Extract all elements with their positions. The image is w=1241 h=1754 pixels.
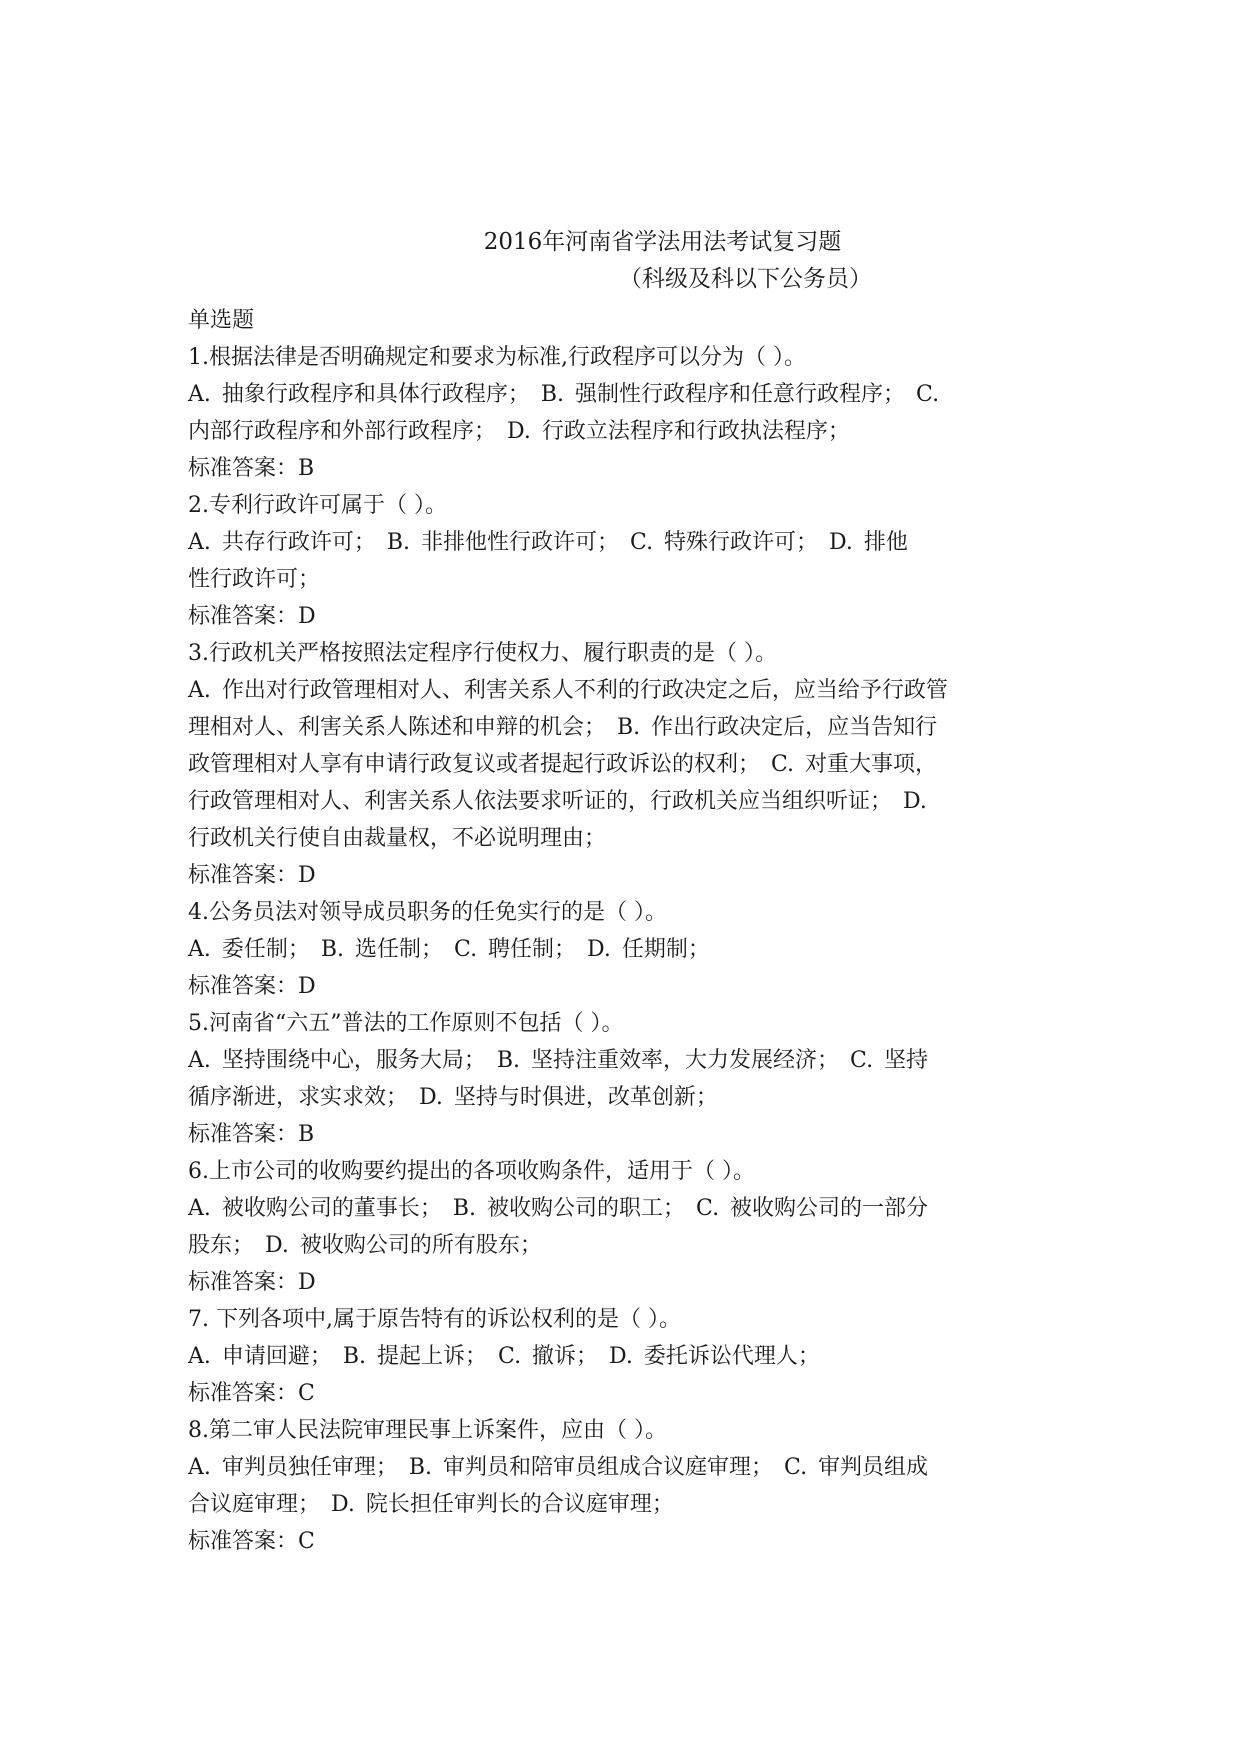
document-title: 2016年河南省学法用法考试复习题: [483, 229, 842, 255]
question-3-options-cont-2: 政管理相对人享有申请行政复议或者提起行政诉讼的权利； C. 对重大事项，: [188, 752, 938, 777]
question-3-options-cont-1: 理相对人、利害关系人陈述和申辩的机会； B. 作出行政决定后，应当告知行: [188, 715, 938, 740]
question-4-answer: 标准答案：D: [188, 974, 316, 999]
question-3-options-cont-3: 行政管理相对人、利害关系人依法要求听证的，行政机关应当组织听证； D.: [188, 789, 927, 814]
question-5-answer: 标准答案：B: [188, 1122, 315, 1147]
question-8-answer: 标准答案：C: [188, 1529, 315, 1554]
question-1-stem: 1.根据法律是否明确规定和要求为标准,行政程序可以分为（ ）。: [188, 345, 806, 370]
question-6-answer: 标准答案：D: [188, 1270, 316, 1295]
question-2-answer: 标准答案：D: [188, 604, 316, 629]
question-3-answer: 标准答案：D: [188, 863, 316, 888]
question-1-answer: 标准答案：B: [188, 456, 315, 481]
question-8-options-cont: 合议庭审理； D. 院长担任审判长的合议庭审理；: [188, 1492, 674, 1517]
question-4-stem: 4.公务员法对领导成员职务的任免实行的是（ ）。: [188, 900, 667, 925]
question-7-answer: 标准答案：C: [188, 1381, 315, 1406]
question-5-options: A. 坚持围绕中心，服务大局； B. 坚持注重效率，大力发展经济； C. 坚持: [188, 1048, 929, 1073]
question-6-stem: 6.上市公司的收购要约提出的各项收购条件，适用于（ ）。: [188, 1159, 755, 1184]
question-6-options: A. 被收购公司的董事长； B. 被收购公司的职工； C. 被收购公司的一部分: [188, 1196, 929, 1221]
question-3-options-cont-4: 行政机关行使自由裁量权，不必说明理由；: [188, 826, 607, 851]
question-2-options: A. 共存行政许可； B. 非排他性行政许可； C. 特殊行政许可； D. 排他: [188, 530, 908, 555]
question-2-stem: 2.专利行政许可属于（ ）。: [188, 493, 447, 518]
question-3-options: A. 作出对行政管理相对人、利害关系人不利的行政决定之后，应当给予行政管: [188, 678, 948, 703]
question-5-stem: 5.河南省“六五”普法的工作原则不包括（ ）。: [188, 1011, 624, 1036]
question-7-stem: 7. 下列各项中,属于原告特有的诉讼权利的是（ ）。: [188, 1307, 681, 1332]
question-8-stem: 8.第二审人民法院审理民事上诉案件，应由（ ）。: [188, 1418, 667, 1443]
question-3-stem: 3.行政机关严格按照法定程序行使权力、履行职责的是（ ）。: [188, 641, 777, 666]
question-7-options: A. 申请回避； B. 提起上诉； C. 撤诉； D. 委托诉讼代理人；: [188, 1344, 820, 1369]
question-6-options-cont: 股东； D. 被收购公司的所有股东；: [188, 1233, 542, 1258]
question-2-options-cont: 性行政许可；: [188, 567, 321, 592]
question-8-options: A. 审判员独任审理； B. 审判员和陪审员组成合议庭审理； C. 审判员组成: [188, 1455, 929, 1480]
section-heading: 单选题: [188, 308, 255, 333]
question-1-options: A. 抽象行政程序和具体行政程序； B. 强制性行政程序和任意行政程序； C.: [188, 382, 940, 407]
question-5-options-cont: 循序渐进，求实求效； D. 坚持与时俱进，改革创新；: [188, 1085, 718, 1110]
question-4-options: A. 委任制； B. 选任制； C. 聘任制； D. 任期制；: [188, 937, 710, 962]
document-subtitle: （科级及科以下公务员）: [619, 266, 872, 292]
question-1-options-cont: 内部行政程序和外部行政程序； D. 行政立法程序和行政执法程序；: [188, 419, 850, 444]
question-list: [188, 302, 1068, 1560]
